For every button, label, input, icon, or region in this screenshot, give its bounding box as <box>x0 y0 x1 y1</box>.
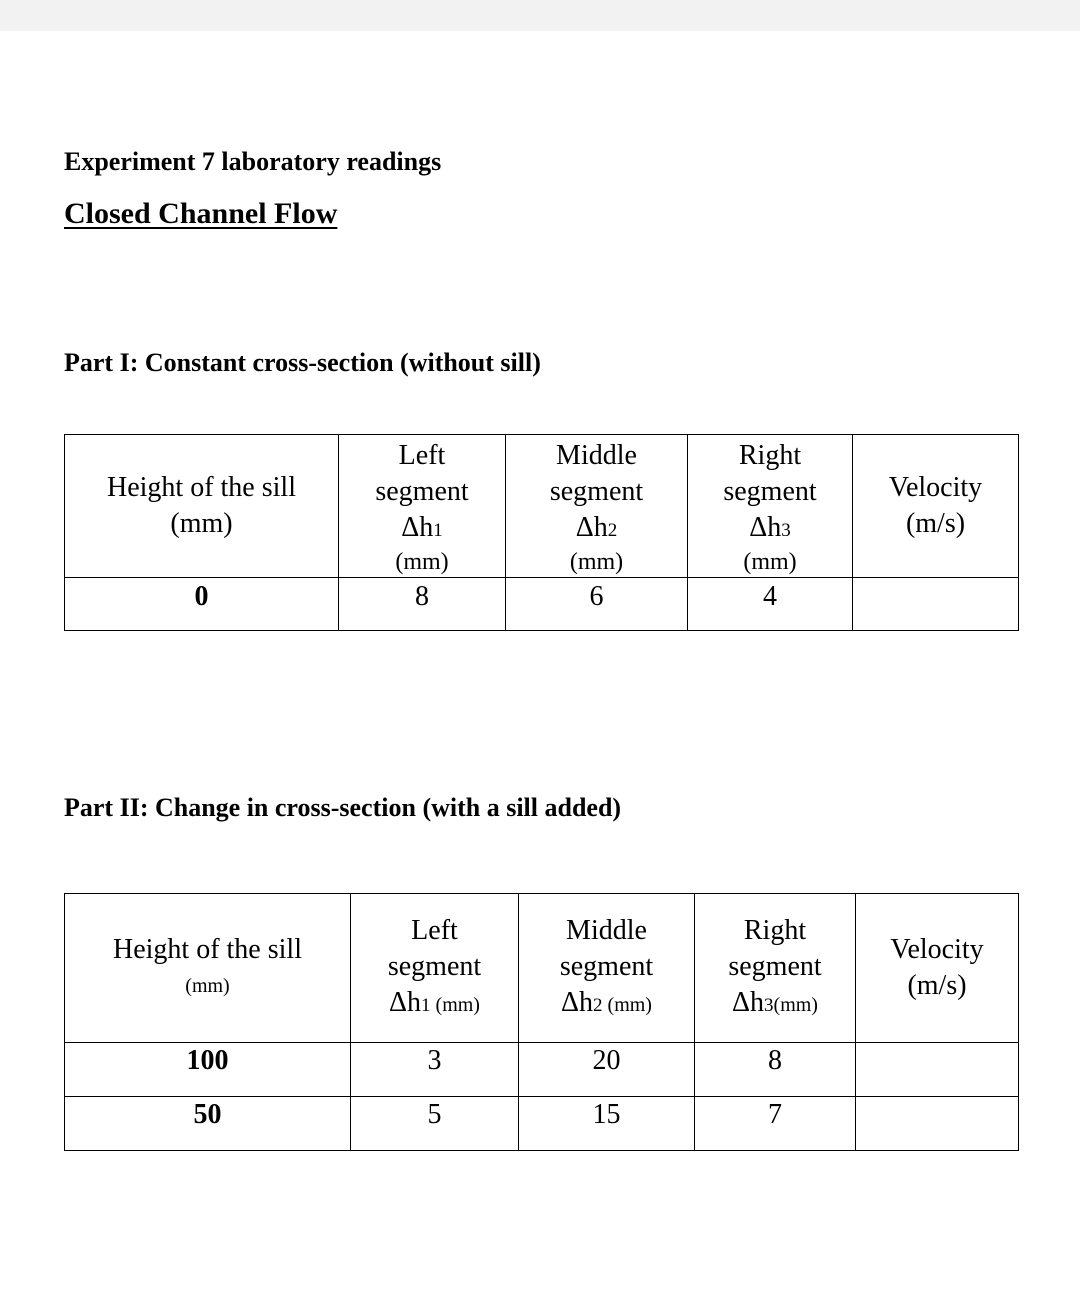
cell-sill-height: 50 <box>65 1097 351 1151</box>
header-right-segment: Right segment Δh3 (mm) <box>688 435 853 578</box>
cell-left: 8 <box>339 578 506 631</box>
cell-right: 8 <box>695 1043 856 1097</box>
cell-right: 4 <box>688 578 853 631</box>
table-row <box>65 1097 1019 1151</box>
cell-sill-height: 0 <box>65 578 339 631</box>
cell-left: 5 <box>351 1097 519 1151</box>
cell-right: 7 <box>695 1097 856 1151</box>
header-sill-height: Height of the sill (mm) <box>65 435 339 578</box>
header-left-segment: Left segment Δh1 (mm) <box>339 435 506 578</box>
header-velocity: Velocity (m/s) <box>856 894 1019 1043</box>
document-title: Closed Channel Flow <box>64 197 338 230</box>
header-right-segment: Right segment Δh3(mm) <box>695 894 856 1043</box>
cell-velocity[interactable] <box>856 1043 1019 1097</box>
part1-header-row <box>65 435 1019 578</box>
part2-heading: Part II: Change in cross-section (with a sill added) <box>64 793 622 822</box>
top-bar <box>0 0 1080 31</box>
cell-velocity[interactable] <box>853 578 1019 631</box>
header-left-segment: Left segment Δh1 (mm) <box>351 894 519 1043</box>
cell-middle: 15 <box>519 1097 695 1151</box>
table-row <box>65 578 1019 631</box>
cell-left: 3 <box>351 1043 519 1097</box>
header-sill-height: Height of the sill (mm) <box>65 894 351 1043</box>
header-middle-segment: Middle segment Δh2 (mm) <box>506 435 688 578</box>
cell-velocity[interactable] <box>856 1097 1019 1151</box>
cell-sill-height: 100 <box>65 1043 351 1097</box>
cell-middle: 6 <box>506 578 688 631</box>
part2-header-row <box>65 894 1019 1043</box>
table-row <box>65 1043 1019 1097</box>
cell-middle: 20 <box>519 1043 695 1097</box>
part1-table <box>64 434 1019 631</box>
header-velocity: Velocity (m/s) <box>853 435 1019 578</box>
part1-heading: Part I: Constant cross-section (without sill) <box>64 348 541 377</box>
header-middle-segment: Middle segment Δh2 (mm) <box>519 894 695 1043</box>
part2-table <box>64 893 1019 1151</box>
experiment-title: Experiment 7 laboratory readings <box>64 147 442 176</box>
